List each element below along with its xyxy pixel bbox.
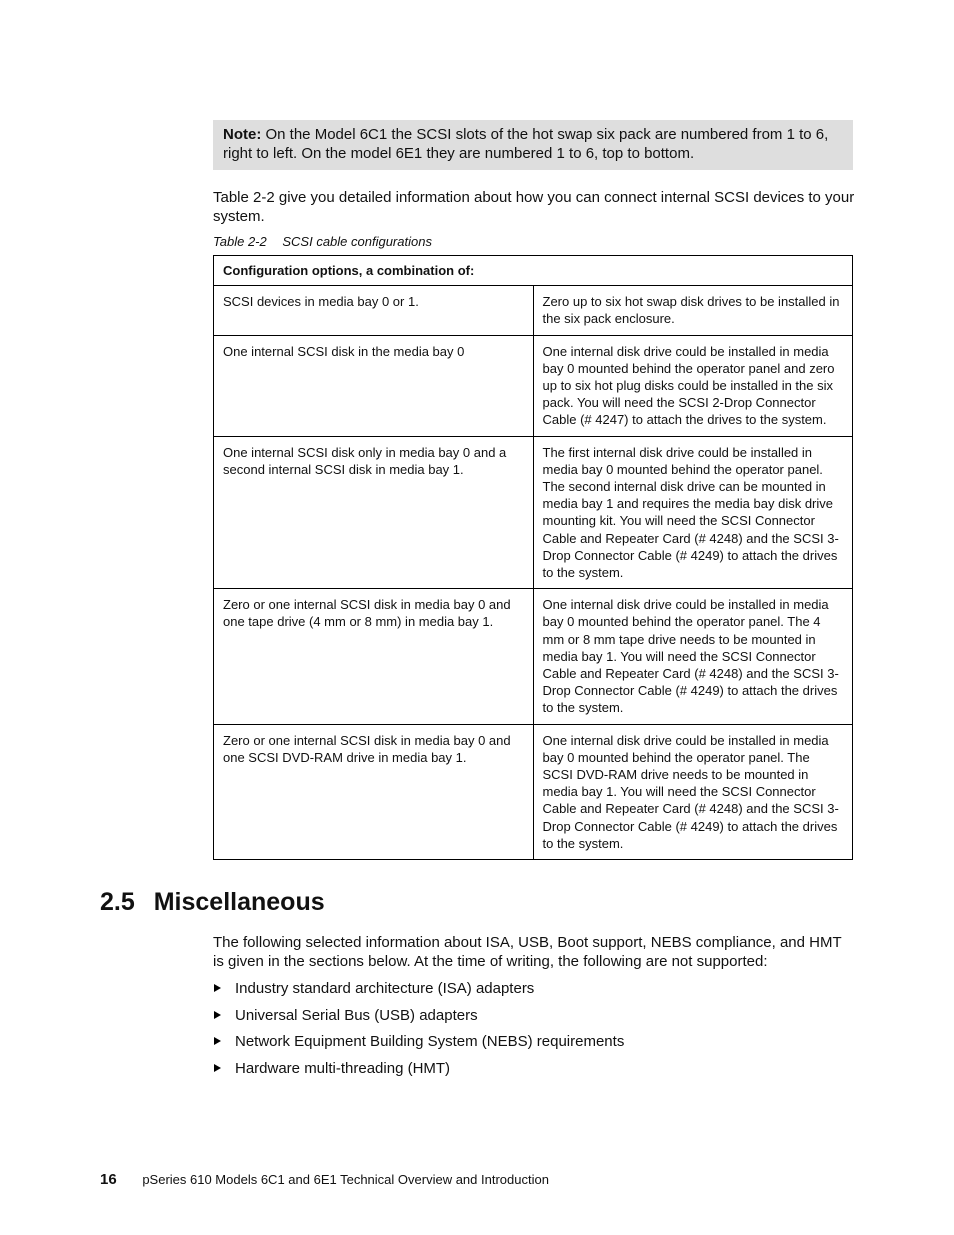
table-row [214,436,853,589]
table-caption-title: SCSI cable configurations [282,234,432,249]
table-cell-description: One internal disk drive could be installed in media bay 0 mounted behind the operator panel and zero up to six hot plug disks could be installed in the six pack. You will need the SCSI 2-Drop Connector Cable (# 4247) to attach the drives to the system. [533,335,853,436]
table-header: Configuration options, a combination of: [214,256,853,286]
section-intro: The following selected information about ISA, USB, Boot support, NEBS compliance, and HMT is given in the sections below. At the time of writing, the following are not supported: [213,934,842,970]
section-heading [100,888,325,917]
table-header-row [214,256,853,286]
table-cell-option: Zero or one internal SCSI disk in media bay 0 and one tape drive (4 mm or 8 mm) in media bay 1. [214,589,534,724]
table-cell-option: SCSI devices in media bay 0 or 1. [214,286,534,335]
table-row [214,589,853,724]
intro-paragraph: Table 2-2 give you detailed information about how you can connect internal SCSI devices to your system. [213,189,855,225]
table-cell-option: Zero or one internal SCSI disk in media bay 0 and one SCSI DVD-RAM drive in media bay 1. [214,724,534,859]
list-item [213,1006,624,1033]
scsi-config-table [213,255,853,860]
section-title: Miscellaneous [153,888,325,916]
table-row [214,724,853,859]
list-item [213,1059,624,1086]
table-cell-description: One internal disk drive could be installed in media bay 0 mounted behind the operator panel. The SCSI DVD-RAM drive needs to be mounted in media bay 1. You will need the SCSI Connector Cable and Repeater Card (# 4248) and the SCSI 3-Drop Connector Cable (# 4249) to attach the drives to the system. [533,724,853,859]
table-cell-description: The first internal disk drive could be installed in media bay 0 mounted behind the operator panel. The second internal disk drive can be mounted in media bay 1 and requires the media bay disk drive mounting kit. You will need the SCSI Connector Cable and Repeater Card (# 4248) and the SCSI 3-Drop Connector Cable (# 4249) to attach the drives to the system. [533,436,853,589]
bullet-arrow-icon [214,984,221,992]
table-caption-number: Table 2-2 [213,234,267,249]
bullet-arrow-icon [214,1064,221,1072]
table-row [214,335,853,436]
note-text: On the Model 6C1 the SCSI slots of the hot swap six pack are numbered from 1 to 6, right to left. On the model 6E1 they are numbered 1 to 6, top to bottom. [223,126,829,162]
unsupported-list [213,979,624,1085]
bullet-arrow-icon [214,1011,221,1019]
note-label: Note: [223,126,262,143]
list-item-text: Network Equipment Building System (NEBS) requirements [235,1033,625,1050]
footer-title: pSeries 610 Models 6C1 and 6E1 Technical Overview and Introduction [142,1172,549,1187]
page-footer [100,1171,549,1188]
bullet-arrow-icon [214,1037,221,1045]
list-item-text: Hardware multi-threading (HMT) [235,1059,451,1077]
table-cell-description: Zero up to six hot swap disk drives to be installed in the six pack enclosure. [533,286,853,335]
table-caption [213,234,432,249]
table-cell-option: One internal SCSI disk in the media bay 0 [214,335,534,436]
table-row [214,286,853,335]
list-item-text: Universal Serial Bus (USB) adapters [235,1006,478,1024]
table-cell-description: One internal disk drive could be installed in media bay 0 mounted behind the operator panel. The 4 mm or 8 mm tape drive needs to be mounted in media bay 1. You will need the SCSI Connector Cable and Repeater Card (# 4248) and the SCSI 3-Drop Connector Cable (# 4249) to attach the drives to the system. [533,589,853,724]
note-box [213,120,853,170]
list-item [213,979,624,1006]
list-item [213,1032,624,1059]
list-item-text: Industry standard architecture (ISA) adapters [235,980,535,997]
section-number: 2.5 [100,888,135,916]
page-number: 16 [100,1171,117,1188]
table-cell-option: One internal SCSI disk only in media bay 0 and a second internal SCSI disk in media bay 1. [214,436,534,589]
